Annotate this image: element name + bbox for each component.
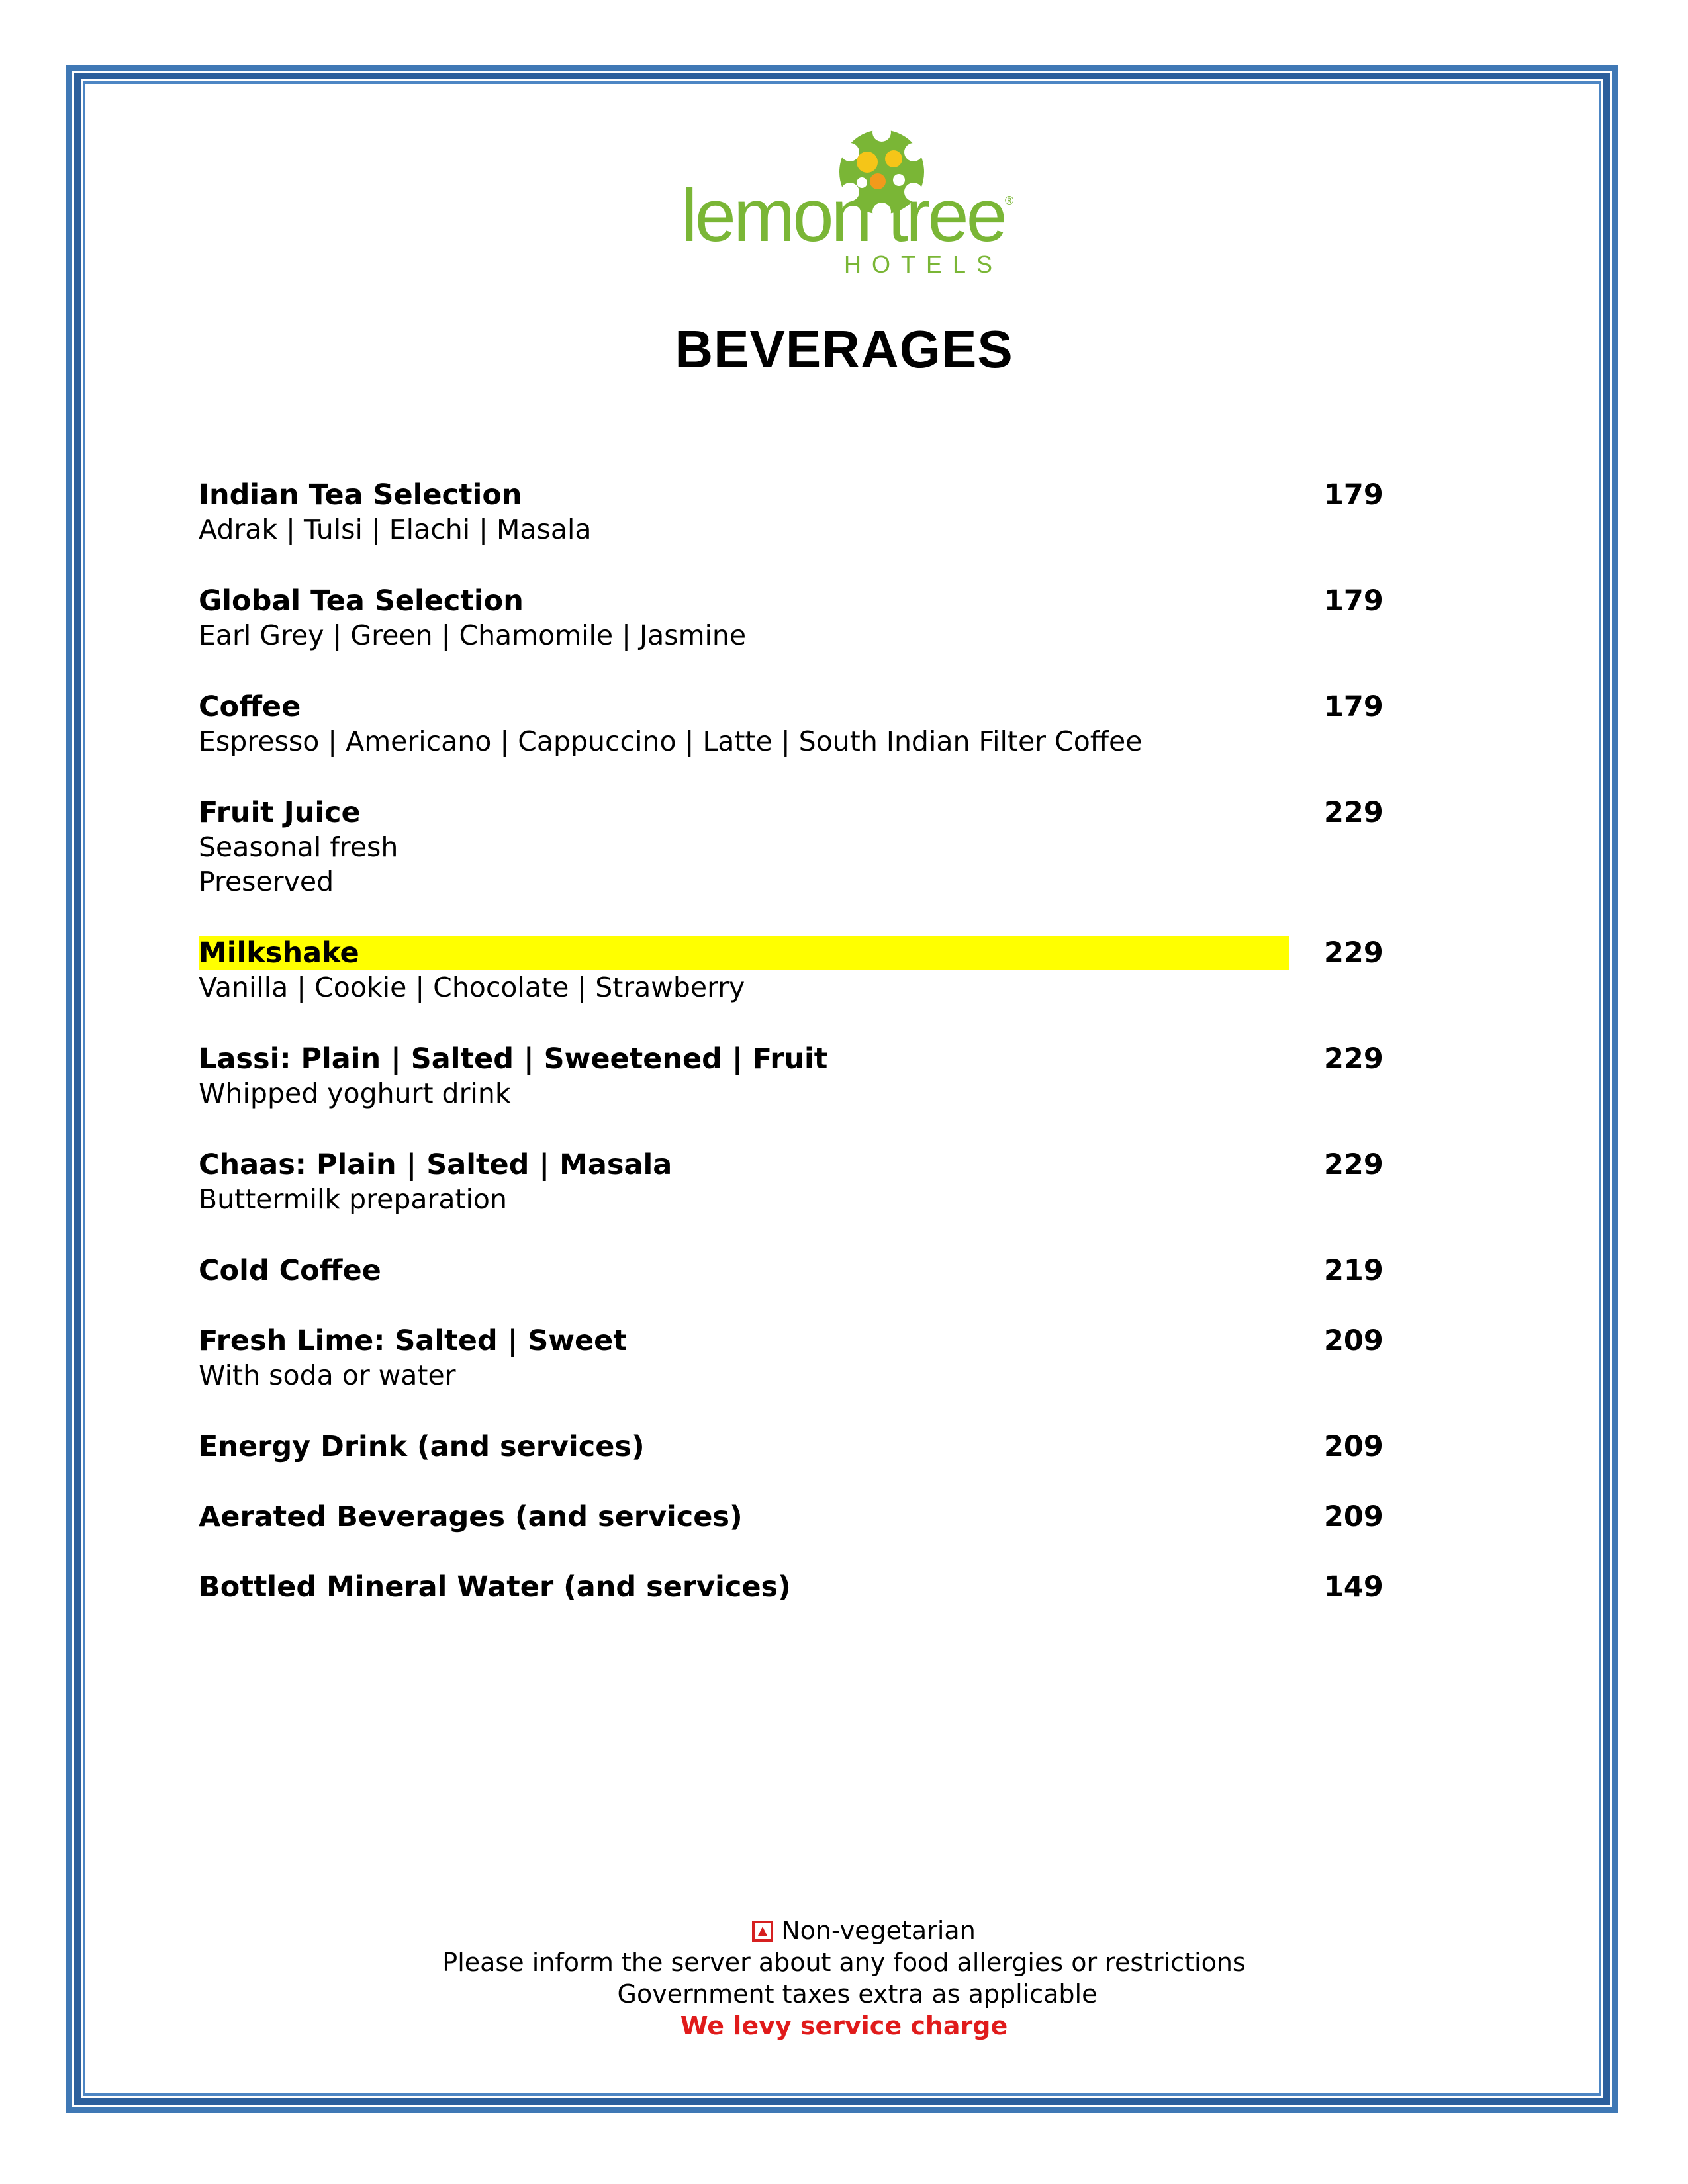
item-description: Adrak | Tulsi | Elachi | Masala: [199, 514, 592, 545]
menu-item: [199, 1253, 1390, 1288]
item-description: Earl Grey | Green | Chamomile | Jasmine: [199, 619, 747, 651]
menu-item: [199, 1430, 1390, 1464]
lemon-tree-logo: [649, 113, 1033, 291]
item-name: Aerated Beverages (and services): [199, 1500, 743, 1533]
item-name: Milkshake: [199, 936, 1289, 970]
item-price: 209: [1324, 1324, 1383, 1357]
item-name: Energy Drink (and services): [199, 1430, 645, 1463]
item-price: 229: [1324, 1042, 1383, 1075]
menu-item: [199, 584, 1390, 653]
menu-item: [199, 1042, 1390, 1111]
page-title: BEVERAGES: [675, 320, 1013, 379]
item-price: 229: [1324, 796, 1383, 829]
nonveg-legend: [0, 1915, 1688, 1946]
item-price: 179: [1324, 690, 1383, 723]
item-name: Coffee: [199, 690, 301, 723]
service-charge-note: We levy service charge: [680, 2011, 1008, 2040]
item-name: Fruit Juice: [199, 796, 361, 829]
item-description: Espresso | Americano | Cappuccino | Latte | South Indian Filter Coffee: [199, 725, 1143, 757]
item-name: Lassi: Plain | Salted | Sweetened | Fruit: [199, 1042, 828, 1075]
item-name: Chaas: Plain | Salted | Masala: [199, 1148, 673, 1181]
item-price: 229: [1324, 1148, 1383, 1181]
nonveg-icon: [752, 1921, 773, 1942]
menu-item: [199, 478, 1390, 547]
taxes-note: Government taxes extra as applicable: [617, 1979, 1098, 2009]
nonveg-label: Non-vegetarian: [781, 1916, 976, 1945]
item-price: 229: [1324, 936, 1383, 970]
menu-item-highlighted: [199, 936, 1390, 1005]
item-price: 179: [1324, 478, 1383, 512]
menu-item: [199, 1500, 1390, 1534]
item-description: Vanilla | Cookie | Chocolate | Strawberry: [199, 972, 745, 1003]
item-price: 179: [1324, 584, 1383, 617]
item-price: 209: [1324, 1430, 1383, 1463]
item-description: Preserved: [199, 866, 334, 897]
item-description: Buttermilk preparation: [199, 1183, 507, 1215]
item-name: Cold Coffee: [199, 1254, 381, 1287]
item-name: Fresh Lime: Salted | Sweet: [199, 1324, 627, 1357]
item-price: 219: [1324, 1254, 1383, 1287]
item-name: Indian Tea Selection: [199, 478, 522, 512]
menu-footer: [0, 1915, 1688, 2042]
item-description: Whipped yoghurt drink: [199, 1077, 511, 1109]
menu-item: [199, 1148, 1390, 1216]
item-price: 209: [1324, 1500, 1383, 1533]
logo-wordmark: lemon tree®: [680, 174, 1014, 257]
menu-item: [199, 1324, 1390, 1392]
logo-subtitle: HOTELS: [843, 251, 1004, 278]
item-name: Global Tea Selection: [199, 584, 524, 617]
menu-item: [199, 796, 1390, 899]
item-description: Seasonal fresh: [199, 831, 399, 863]
menu-item: [199, 1570, 1390, 1604]
allergy-note: Please inform the server about any food allergies or restrictions: [442, 1948, 1246, 1977]
item-price: 149: [1324, 1570, 1383, 1604]
item-name: Bottled Mineral Water (and services): [199, 1570, 791, 1604]
menu-item: [199, 690, 1390, 758]
item-description: With soda or water: [199, 1359, 456, 1391]
